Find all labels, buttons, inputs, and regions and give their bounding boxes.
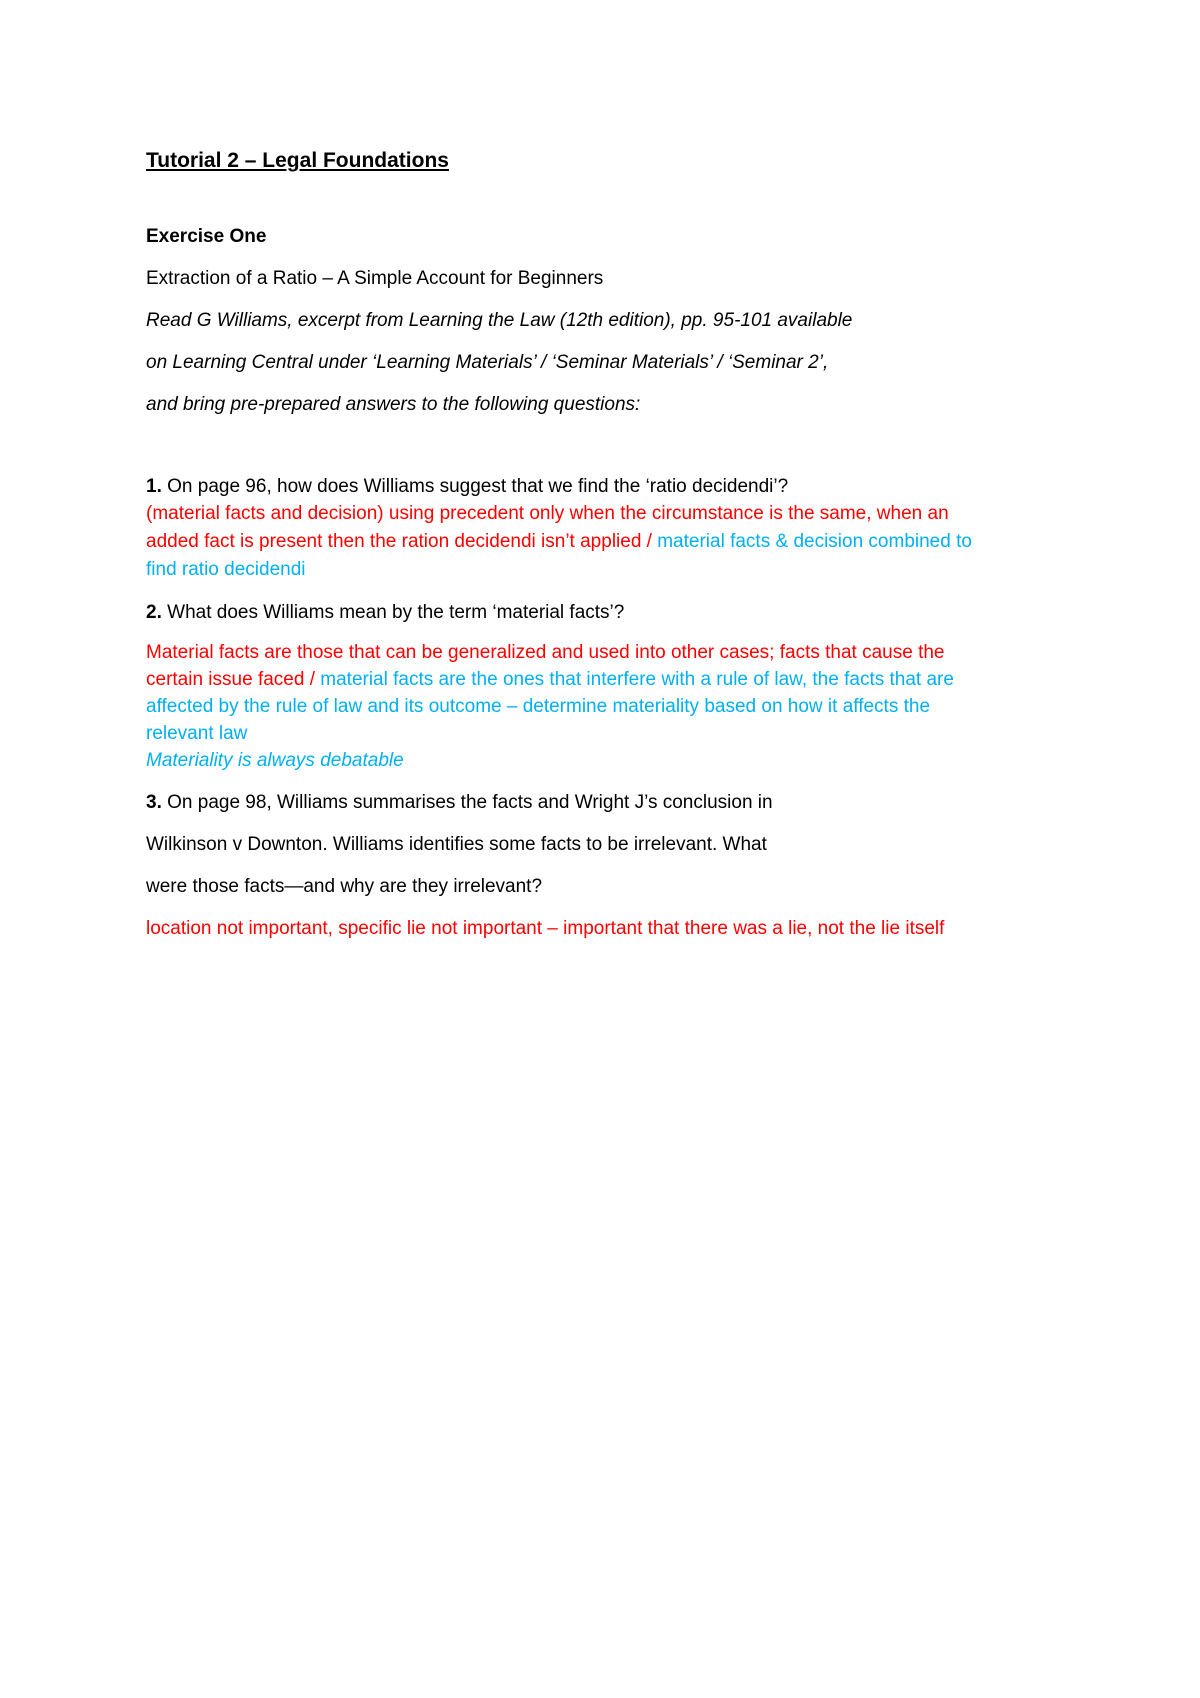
instruction-line-3: and bring pre-prepared answers to the following questions:: [146, 394, 641, 415]
question-2-number: 2.: [146, 602, 162, 623]
answer-2-line-5: Materiality is always debatable: [146, 750, 404, 771]
exercise-subtitle: Extraction of a Ratio – A Simple Account for Beginners: [146, 268, 604, 289]
answer-1-line-3: find ratio decidendi: [146, 559, 306, 580]
answer-1-red-part: added fact is present then the ration decidendi isn’t applied /: [146, 531, 658, 552]
question-3-number: 3.: [146, 792, 162, 813]
question-3-text-3: were those facts—and why are they irrelevant?: [146, 876, 543, 897]
answer-2-line-1: Material facts are those that can be generalized and used into other cases; facts that cause the: [146, 642, 945, 663]
question-1-number: 1.: [146, 476, 162, 497]
answer-3-line-1: location not important, specific lie not important – important that there was a lie, not the lie itself: [146, 918, 945, 939]
question-3: [146, 788, 1076, 818]
document-title: Tutorial 2 – Legal Foundations: [146, 149, 449, 172]
exercise-heading: Exercise One: [146, 226, 267, 247]
question-2-text: What does Williams mean by the term ‘material facts’?: [161, 602, 625, 623]
question-1: [146, 472, 1076, 502]
answer-2-line-3: affected by the rule of law and its outcome – determine materiality based on how it affects the: [146, 696, 931, 717]
answer-1-line-1: (material facts and decision) using precedent only when the circumstance is the same, when an: [146, 503, 949, 524]
question-3-text-1: On page 98, Williams summarises the facts and Wright J’s conclusion in: [161, 792, 773, 813]
answer-2-line-4: relevant law: [146, 723, 248, 744]
question-2: [146, 598, 1076, 628]
question-3-text-2: Wilkinson v Downton. Williams identifies some facts to be irrelevant. What: [146, 834, 767, 855]
question-1-text: On page 96, how does Williams suggest that we find the ‘ratio decidendi’?: [161, 476, 789, 497]
instruction-line-1: Read G Williams, excerpt from Learning the Law (12th edition), pp. 95-101 available: [146, 310, 853, 331]
answer-2-red-part: certain issue faced /: [146, 669, 321, 690]
answer-2-line-2: [146, 665, 1076, 695]
instruction-line-2: on Learning Central under ‘Learning Materials’ / ‘Seminar Materials’ / ‘Seminar 2’,: [146, 352, 829, 373]
answer-1-blue-part: material facts & decision combined to: [657, 531, 972, 552]
answer-2-blue-part: material facts are the ones that interfere with a rule of law, the facts that are: [320, 669, 954, 690]
answer-1-line-2: [146, 527, 1076, 557]
